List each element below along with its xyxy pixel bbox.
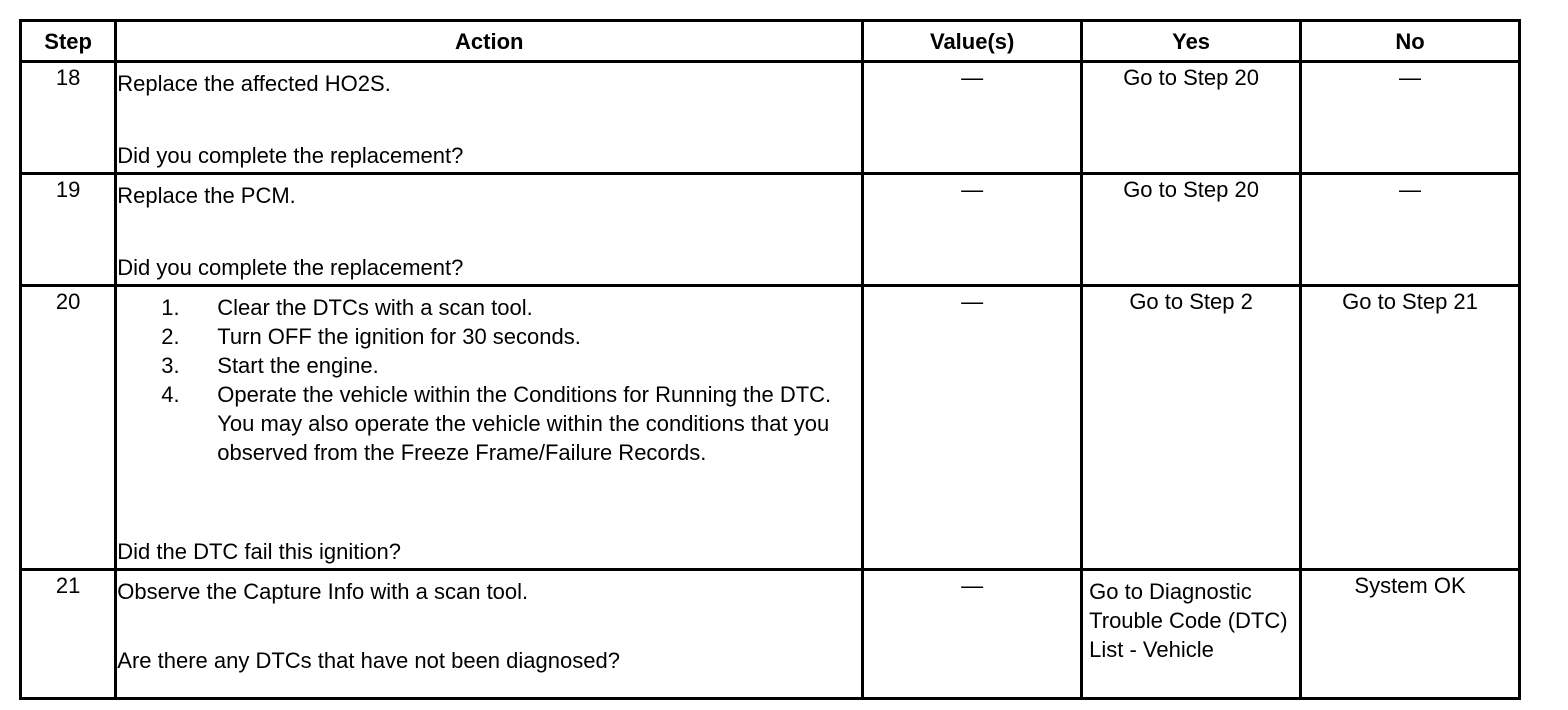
- value-cell: —: [863, 62, 1082, 174]
- procedure-item-text: Start the engine.: [217, 353, 379, 378]
- header-yes: Yes: [1082, 21, 1301, 62]
- table-row-step-21: [21, 570, 1520, 699]
- step-number: 19: [21, 174, 116, 286]
- no-link[interactable]: Go to Step 21: [1301, 286, 1520, 570]
- action-question: Did you complete the replacement?: [117, 143, 464, 168]
- step-number: 20: [21, 286, 116, 570]
- action-question: Are there any DTCs that have not been diagnosed?: [117, 648, 620, 673]
- table-row-step-19: [21, 174, 1520, 286]
- action-text: Observe the Capture Info with a scan tool.: [117, 579, 529, 604]
- procedure-list: [117, 287, 861, 467]
- procedure-item: [117, 293, 861, 322]
- action-question: Did the DTC fail this ignition?: [117, 539, 401, 564]
- step-number: 21: [21, 570, 116, 699]
- procedure-item-text: Operate the vehicle within the Conditions for Running the DTC. You may also operate the vehicle within the conditions that you observed from the Freeze Frame/Failure Records.: [217, 382, 832, 465]
- procedure-item-text: Clear the DTCs with a scan tool.: [217, 295, 533, 320]
- yes-link[interactable]: Go to Step 20: [1082, 62, 1301, 174]
- no-cell: —: [1301, 174, 1520, 286]
- value-cell: —: [863, 174, 1082, 286]
- header-step: Step: [21, 21, 116, 62]
- no-cell: —: [1301, 62, 1520, 174]
- action-cell: [116, 174, 863, 286]
- action-cell: [116, 570, 863, 699]
- value-cell: —: [863, 286, 1082, 570]
- action-text: Replace the PCM.: [117, 183, 296, 208]
- procedure-item-number: 3.: [161, 353, 180, 378]
- header-no: No: [1301, 21, 1520, 62]
- header-values: Value(s): [863, 21, 1082, 62]
- action-cell: [116, 286, 863, 570]
- yes-link[interactable]: Go to Step 2: [1082, 286, 1301, 570]
- action-cell: [116, 62, 863, 174]
- procedure-item-number: 2.: [161, 324, 180, 349]
- action-text: Replace the affected HO2S.: [117, 71, 391, 96]
- procedure-item-number: 1.: [161, 295, 180, 320]
- procedure-item-number: 4.: [161, 382, 180, 407]
- procedure-item: [117, 351, 861, 380]
- diagnostic-table: [19, 19, 1521, 700]
- header-action: Action: [116, 21, 863, 62]
- no-cell: System OK: [1301, 570, 1520, 699]
- table-row-step-18: [21, 62, 1520, 174]
- action-question: Did you complete the replacement?: [117, 255, 464, 280]
- procedure-item: [117, 322, 861, 351]
- yes-link[interactable]: Go to Step 20: [1082, 174, 1301, 286]
- table-row-step-20: [21, 286, 1520, 570]
- step-number: 18: [21, 62, 116, 174]
- procedure-item: [117, 380, 861, 467]
- header-row: [21, 21, 1520, 62]
- yes-link[interactable]: Go to Diagnostic Trouble Code (DTC) List - Vehicle: [1082, 570, 1301, 699]
- procedure-item-text: Turn OFF the ignition for 30 seconds.: [217, 324, 581, 349]
- value-cell: —: [863, 570, 1082, 699]
